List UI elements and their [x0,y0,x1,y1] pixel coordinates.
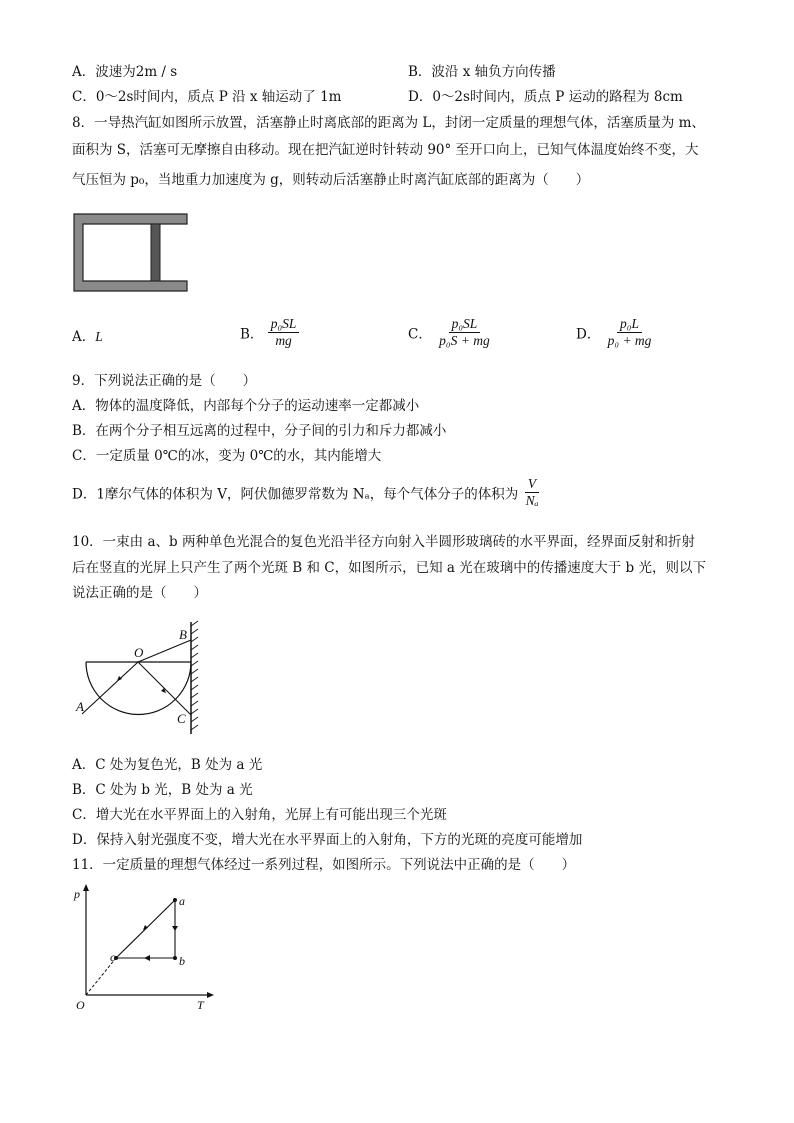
q7-option-d: D．0～2s时间内，质点 P 运动的路程为 8cm [408,89,683,105]
q11-point-c-label: c [110,950,116,964]
q8-stem-line2: 面积为 S，活塞可无摩擦自由移动。现在把汽缸逆时针转动 90° 至开口向上，已知气体温度始终不变，大 [72,142,699,158]
q7-option-c: C．0～2s时间内，质点 P 沿 x 轴运动了 1m [72,89,342,105]
q10-semicircle-figure [70,618,210,738]
q7-option-b: B．波沿 x 轴负方向传播 [408,64,556,80]
q10-option-a: A．C 处为复色光，B 处为 a 光 [72,757,263,773]
q10-stem-line3: 说法正确的是（ ） [72,585,207,601]
q8-option-a: A．L [72,329,103,345]
q10-option-d: D．保持入射光强度不变，增大光在水平界面上的入射角，下方的光斑的亮度可能增加 [72,832,583,848]
q8-stem-line3: 气压恒为 p₀，当地重力加速度为 g，则转动后活塞静止时离汽缸底部的距离为（ ） [72,172,590,188]
q11-axis-t-label: T [197,998,204,1012]
q11-stem: 11．一定质量的理想气体经过一系列过程，如图所示。下列说法中正确的是（ ） [72,857,576,873]
q11-pt-graph [70,884,220,1009]
q9-option-d: D．1摩尔气体的体积为 V，阿伏伽德罗常数为 Nₐ，每个气体分子的体积为 $\frac{V}{\text{Nₐ}}$ [72,476,542,509]
q8-option-c-fraction: $\frac{\text{p₀SL}}{\text{p₀S + mg}}$ [439,316,490,348]
q9-option-a: A．物体的温度降低，内部每个分子的运动速率一定都减小 [72,398,420,414]
q9-option-b: B．在两个分子相互远离的过程中，分子间的引力和斥力都减小 [72,423,447,439]
q10-stem-line1: 10．一束由 a、b 两种单色光混合的复色光沿半径方向射入半圆形玻璃砖的水平界面，经界面反射和折射 [72,534,695,550]
q8-cylinder-figure [74,214,190,292]
q11-origin-label: O [76,998,85,1012]
q10-label-b: B [179,627,187,642]
q8-option-d-fraction: $\frac{\text{p₀L}}{\text{p₀ + mg}}$ [607,316,652,348]
q9-option-c: C．一定质量 0℃的冰，变为 0℃的水，其内能增大 [72,448,382,464]
q10-label-c: C [177,711,186,726]
q8-option-c: C． $\frac{\text{p₀SL}}{\text{p₀S + mg}}$ [408,316,493,349]
q10-stem-line2: 后在竖直的光屏上只产生了两个光斑 B 和 C，如图所示，已知 a 光在玻璃中的传播速度大于 b 光，则以下 [72,560,706,576]
q10-label-o: O [134,645,144,660]
q9-stem: 9．下列说法正确的是（ ） [72,373,257,389]
q11-point-b-label: b [179,954,185,968]
q10-option-b: B．C 处为 b 光，B 处为 a 光 [72,782,253,798]
q10-option-c: C．增大光在水平界面上的入射角，光屏上有可能出现三个光斑 [72,807,447,823]
q8-option-b-fraction: $\frac{\text{p₀SL}}{mg}$ [268,316,300,349]
q9-option-d-fraction: $\frac{V}{\text{Nₐ}}$ [525,476,539,508]
q7-option-a: A．波速为2m / s [72,64,178,80]
q8-option-d: D． $\frac{\text{p₀L}}{\text{p₀ + mg}}$ [576,316,654,349]
q11-axis-p-label: p [74,887,80,901]
q11-point-a-label: a [179,894,185,908]
q8-stem-line1: 8．一导热汽缸如图所示放置，活塞静止时离底部的距离为 L，封闭一定质量的理想气体，活塞质量为 m、 [72,115,705,131]
q8-option-b: B． $\frac{\text{p₀SL}}{mg}$ [240,316,299,349]
q10-label-a: A [76,699,84,714]
